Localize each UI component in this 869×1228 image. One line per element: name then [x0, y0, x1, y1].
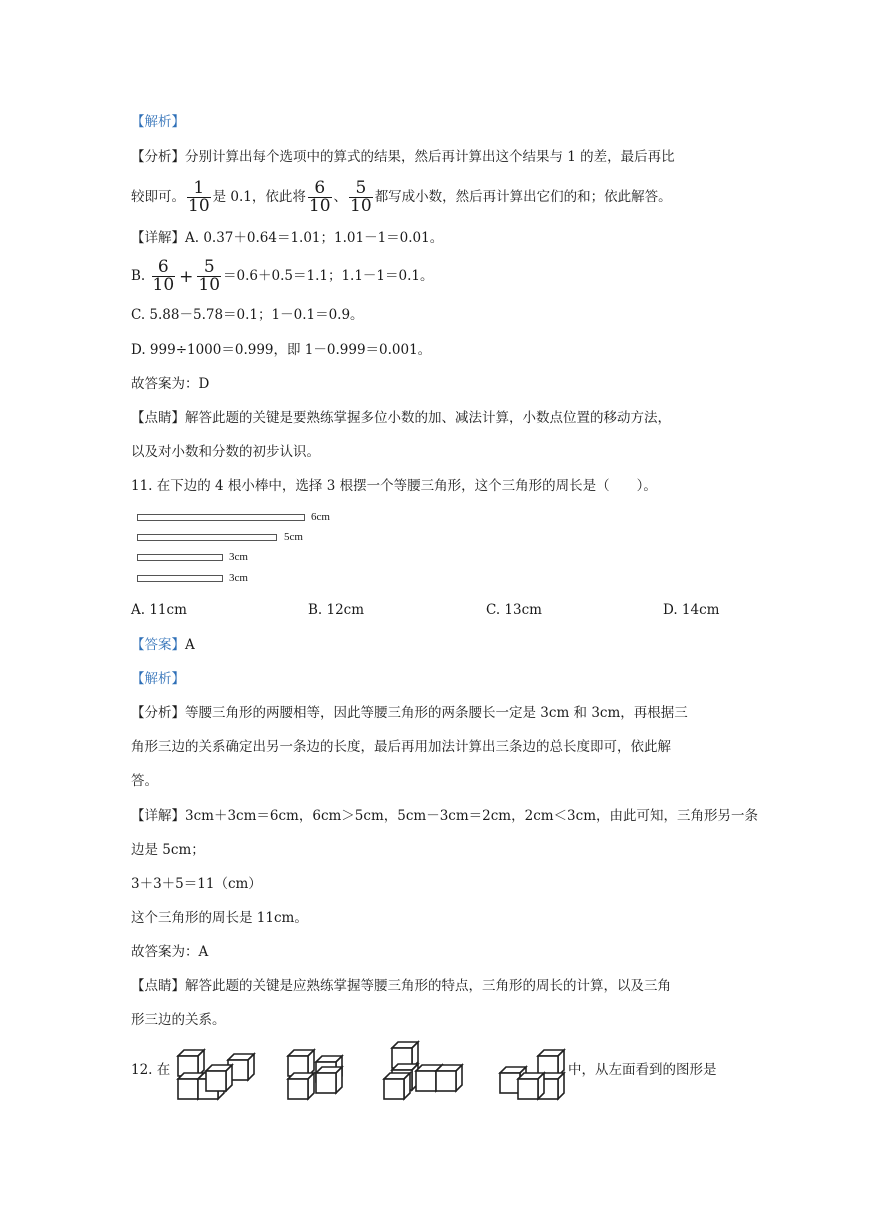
q12-prefix: 12. 在 [131, 1062, 171, 1078]
stick-3cm [137, 554, 223, 561]
xiangjie-tag: 【详解】 [131, 230, 185, 246]
stick-label: 6cm [311, 511, 330, 523]
daan-value: A [185, 637, 195, 653]
q11-dianjing-line1 [131, 976, 671, 996]
q11-calc: 3＋3＋5＝11（cm） [131, 876, 262, 892]
fraction-5-10: $\frac{5}{10}$ [350, 178, 372, 216]
q11-fenxi-line2: 角形三边的关系确定出另一条边的长度，最后再用加法计算出三条边的总长度即可，依此解 [131, 739, 671, 755]
fenxi-text: 分别计算出每个选项中的算式的结果，然后再计算出这个结果与 1 的差，最后再比 [185, 149, 675, 165]
cube-figure-3 [384, 1042, 462, 1099]
q11-dianjing-line2: 形三边的关系。 [131, 1012, 226, 1028]
dianjing-text: 解答此题的关键是要熟练掌握多位小数的加、减法计算，小数点位置的移动方法， [185, 410, 671, 426]
dianjing-tag: 【点睛】 [131, 978, 185, 994]
fenxi-text: 是 0.1，依此将 [212, 189, 306, 205]
stick-6cm [137, 514, 305, 521]
q10-detail-c: C. 5.88－5.78＝0.1；1－0.1＝0.9。 [131, 307, 364, 323]
cube-figure-2 [288, 1050, 342, 1099]
fenxi-text: 都写成小数，然后再计算出它们的和；依此解答。 [374, 189, 672, 205]
dianjing-text: 解答此题的关键是应熟练掌握等腰三角形的特点，三角形的周长的计算，以及三角 [185, 978, 671, 994]
stick-3cm [137, 575, 223, 582]
q11-conclusion: 这个三角形的周长是 11cm。 [131, 910, 308, 926]
q10-fenxi-line2 [131, 176, 672, 218]
cube-figure-4 [500, 1050, 564, 1099]
q11-xiangjie-line1 [131, 806, 758, 826]
fenxi-text: 、 [333, 189, 348, 205]
xiangjie-text: 3cm＋3cm＝6cm，6cm＞5cm，5cm－3cm＝2cm，2cm＜3cm，由此可知，三角形另一条 [185, 808, 759, 824]
dianjing-tag: 【点睛】 [131, 410, 185, 426]
cube-figures [170, 1040, 570, 1104]
q12-suffix: 中，从左面看到的图形是 [568, 1062, 717, 1078]
stick-5cm [137, 534, 277, 541]
daan-tag: 【答案】 [131, 637, 185, 653]
q10-dianjing-line2: 以及对小数和分数的初步认识。 [131, 444, 320, 460]
fraction-1-10: $\frac{1}{10}$ [188, 178, 210, 216]
q10-jiexi-heading: 【解析】 [131, 114, 185, 130]
q11-fenxi-line1 [131, 703, 688, 723]
option-c: C. 13cm [486, 602, 542, 618]
detail-text: ＝0.6＋0.5＝1.1；1.1－1＝0.1。 [223, 268, 434, 284]
fenxi-tag: 【分析】 [131, 149, 185, 165]
fraction-6-10: $\frac{6}{10}$ [308, 178, 331, 216]
fenxi-tag: 【分析】 [131, 705, 185, 721]
fenxi-text: 较即可。 [131, 189, 185, 205]
q10-fenxi-line1 [131, 147, 675, 167]
q10-detail-a [131, 228, 443, 248]
q10-detail-b [131, 255, 433, 298]
q11-xiangjie-line2: 边是 5cm； [131, 842, 205, 858]
detail-text: A. 0.37＋0.64＝1.01；1.01－1＝0.01。 [185, 230, 444, 246]
q10-dianjing-line1 [131, 408, 671, 428]
q10-answer: 故答案为：D [131, 376, 210, 392]
stick-label: 3cm [229, 572, 248, 584]
q11-answer [131, 635, 195, 655]
detail-prefix: B. [131, 268, 146, 284]
xiangjie-tag: 【详解】 [131, 808, 185, 824]
option-a: A. 11cm [131, 602, 187, 618]
q11-question: 11. 在下边的 4 根小棒中，选择 3 根摆一个等腰三角形，这个三角形的周长是（ ）。 [131, 478, 657, 494]
q10-detail-d: D. 999÷1000＝0.999，即 1－0.999＝0.001。 [131, 342, 432, 358]
option-b: B. 12cm [308, 602, 365, 618]
cube-figure-1 [178, 1050, 254, 1099]
fenxi-text: 等腰三角形的两腰相等，因此等腰三角形的两条腰长一定是 3cm 和 3cm，再根据三 [185, 705, 688, 721]
stick-label: 5cm [284, 531, 303, 543]
plus-sign: + [179, 266, 194, 287]
fraction-6-10: $\frac{6}{10}$ [152, 257, 175, 295]
option-d: D. 14cm [663, 602, 720, 618]
stick-label: 3cm [229, 551, 248, 563]
q11-fenxi-line3: 答。 [131, 773, 158, 789]
fraction-5-10: $\frac{5}{10}$ [198, 257, 221, 295]
q11-jiexi-heading: 【解析】 [131, 671, 185, 687]
q11-answer-line: 故答案为：A [131, 944, 209, 960]
